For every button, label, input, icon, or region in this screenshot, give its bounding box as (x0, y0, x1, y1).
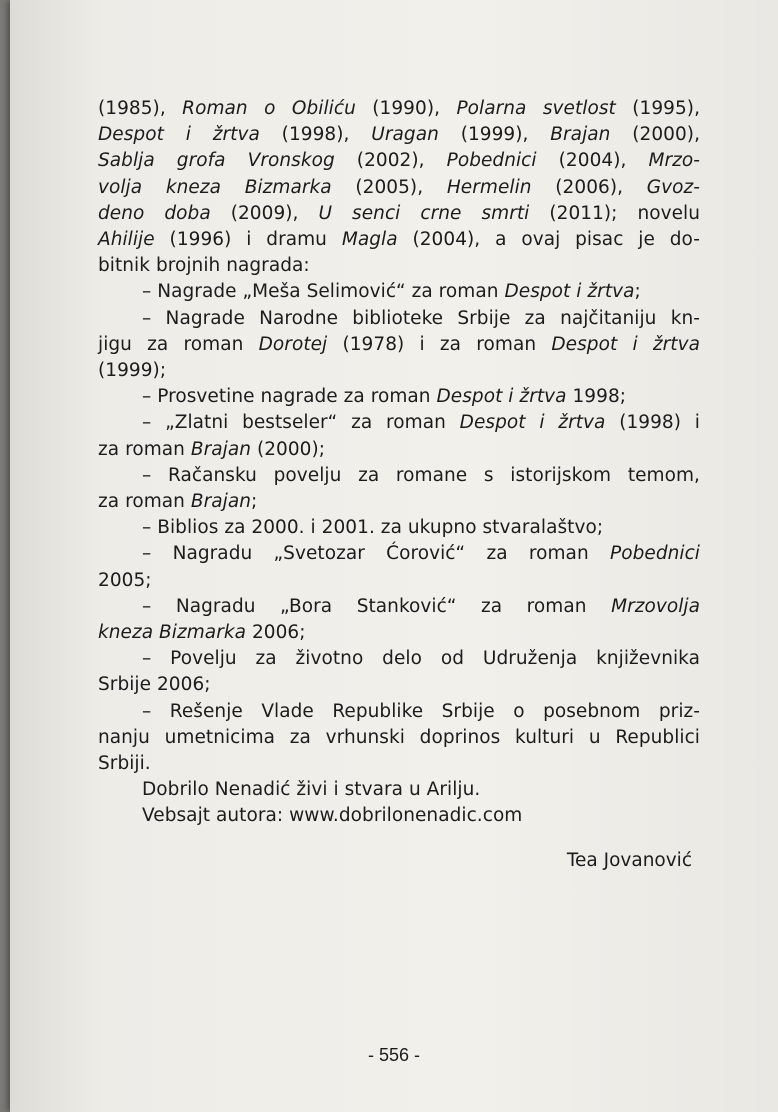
text-segment: (2000); (251, 438, 326, 460)
italic-title: deno doba (98, 202, 211, 224)
text-segment: (2011); novelu (529, 202, 700, 224)
text-line (98, 201, 700, 227)
text-segment: ; (251, 491, 258, 513)
page-number: - 556 - (367, 1045, 421, 1065)
text-segment: – Rešenje Vlade Republike Srbije o posebnom priz- (142, 700, 700, 722)
text-segment: (2004), (536, 150, 649, 172)
text-line (98, 751, 700, 777)
text-line (98, 122, 700, 148)
text-segment: Dobrilo Nenadić živi i stvara u Arilju. (142, 779, 481, 801)
italic-title: Gvoz- (646, 176, 700, 198)
text-line (98, 96, 700, 122)
text-line (98, 148, 700, 174)
text-line (98, 646, 700, 672)
text-segment: (1998), (259, 124, 372, 146)
text-segment: Srbije 2006; (98, 674, 211, 696)
text-line (98, 541, 700, 567)
text-segment: (2000), (610, 124, 701, 146)
text-line (98, 672, 700, 698)
italic-title: Magla (341, 229, 398, 251)
italic-title: Uragan (371, 124, 439, 146)
italic-title: Ahilije (98, 229, 155, 251)
text-segment: – Povelju za životno delo od Udruženja književnika (142, 648, 700, 670)
text-line (98, 515, 700, 541)
italic-title: U senci crne smrti (318, 202, 530, 224)
text-line (98, 306, 700, 332)
text-line (98, 463, 700, 489)
text-segment: za roman (98, 438, 191, 460)
italic-title: Pobednici (610, 543, 700, 565)
text-segment: – Nagrade „Meša Selimović“ za roman (142, 281, 505, 303)
italic-title: Brajan (190, 438, 252, 460)
text-line (98, 725, 700, 751)
text-segment: (2009), (210, 202, 319, 224)
italic-title: Despot i žrtva (504, 281, 635, 303)
text-line (98, 568, 700, 594)
text-line (98, 227, 700, 253)
text-segment: – Prosvetine nagrade za roman (142, 386, 437, 408)
italic-title: Polarna svetlost (456, 98, 616, 119)
italic-title: Despot i žrtva (98, 124, 260, 146)
italic-title: Brajan (550, 124, 611, 146)
italic-title: Hermelin (446, 176, 532, 198)
text-segment: bitnik brojnih nagrada: (98, 255, 310, 277)
italic-title: Roman o Obiliću (182, 98, 356, 119)
text-segment: 2005; (98, 569, 152, 591)
text-segment: – Račansku povelju za romane s istorijskom temom, (142, 464, 700, 486)
text-segment: – Nagrade Narodne biblioteke Srbije za najčitaniju kn- (142, 307, 700, 329)
text-segment: – „Zlatni bestseler“ za roman (142, 412, 460, 434)
text-segment: – Nagradu „Svetozar Ćorović“ za roman (142, 543, 611, 565)
text-segment: (1996) i dramu (154, 229, 342, 251)
text-segment: (1999), (438, 124, 551, 146)
text-line (98, 279, 700, 305)
text-segment: (1985), (98, 98, 183, 119)
text-segment: (1995), (615, 98, 700, 119)
italic-title: Sablja grofa Vronskog (98, 150, 335, 172)
italic-title: volja kneza Bizmarka (98, 176, 332, 198)
text-line (98, 358, 700, 384)
text-line (98, 384, 700, 410)
text-segment: za roman (98, 491, 191, 513)
italic-title: Brajan (190, 491, 252, 513)
author-signature: Tea Jovanović (566, 850, 692, 871)
italic-title: Mrzo- (648, 150, 701, 172)
text-line (98, 332, 700, 358)
text-line (98, 620, 700, 646)
text-line (98, 253, 700, 279)
text-segment: Srbiji. (98, 753, 151, 775)
text-line (98, 777, 700, 803)
italic-title: Mrzovolja (611, 595, 700, 617)
text-segment: (2002), (334, 150, 447, 172)
italic-title: Despot i žrtva (551, 333, 700, 355)
text-segment: jigu za roman (98, 333, 259, 355)
text-line (98, 594, 700, 620)
italic-title: Despot i žrtva (436, 386, 567, 408)
text-segment: 1998; (566, 386, 627, 408)
text-segment: ; (634, 281, 641, 303)
italic-title: Dorotej (258, 333, 328, 355)
text-segment: (1998) i (605, 412, 700, 434)
italic-title: Pobednici (446, 150, 537, 172)
text-line (98, 489, 700, 515)
text-line (98, 175, 700, 201)
text-line (98, 410, 700, 436)
text-segment: (1990), (355, 98, 457, 119)
text-segment: – Nagradu „Bora Stanković“ za roman (142, 595, 612, 617)
text-segment: (2005), (331, 176, 447, 198)
italic-title: kneza Bizmarka (98, 622, 247, 644)
text-segment: – Biblios za 2000. i 2001. za ukupno stvaralaštvo; (142, 517, 604, 539)
text-segment: (2006), (531, 176, 647, 198)
book-page (10, 0, 778, 1112)
text-segment: Vebsajt autora: www.dobrilonenadic.com (142, 805, 523, 827)
text-line (98, 437, 700, 463)
text-segment: (2004), a ovaj pisac je do- (397, 229, 700, 251)
italic-title: Despot i žrtva (459, 412, 606, 434)
text-segment: nanju umetnicima za vrhunski doprinos kulturi u Republici (98, 726, 700, 748)
text-segment: 2006; (246, 622, 306, 644)
text-line (98, 699, 700, 725)
text-segment: (1999); (98, 360, 167, 382)
text-segment: (1978) i za roman (327, 333, 552, 355)
body-text (98, 96, 700, 830)
text-line (98, 803, 700, 829)
